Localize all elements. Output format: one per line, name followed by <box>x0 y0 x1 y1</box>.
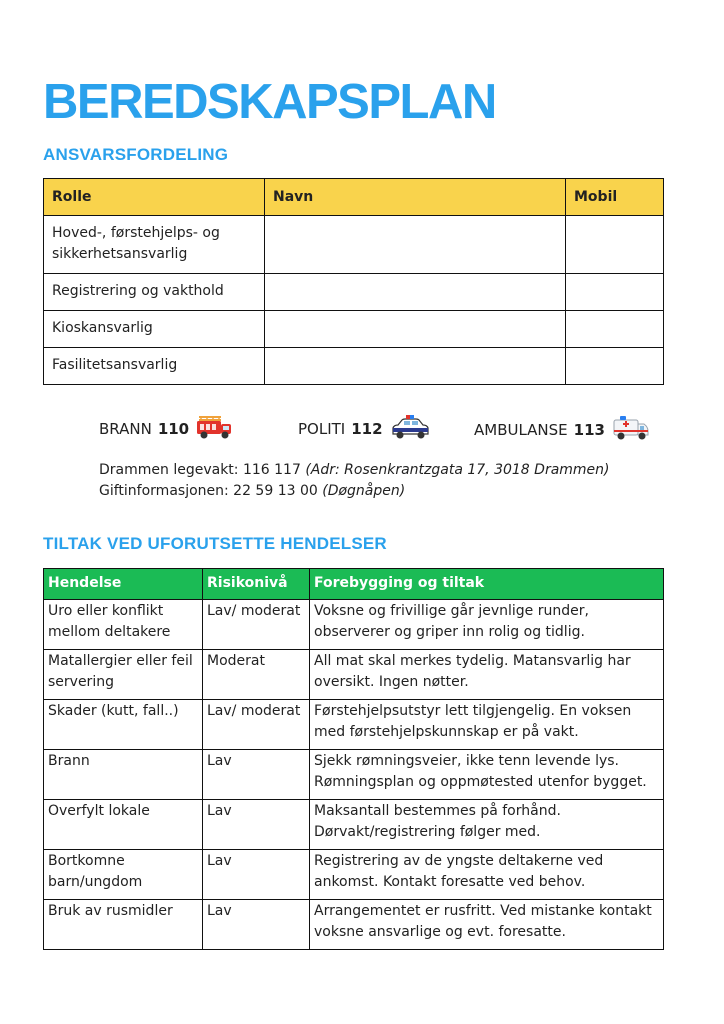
risk-level-cell: Lav <box>203 900 310 950</box>
risk-level-cell: Lav/ moderat <box>203 600 310 650</box>
event-cell: Brann <box>44 750 203 800</box>
risk-level-cell: Lav <box>203 850 310 900</box>
role-cell: Registrering og vakthold <box>44 274 265 311</box>
giftinfo-text: Giftinformasjonen: 22 59 13 00 <box>99 483 318 499</box>
event-cell: Matallergier eller feil servering <box>44 650 203 700</box>
column-header-mobil: Mobil <box>566 179 664 216</box>
measure-cell: Sjekk rømningsveier, ikke tenn levende lys. Rømningsplan og oppmøtested utenfor bygget. <box>310 750 664 800</box>
table-row <box>44 650 664 700</box>
column-header-rolle: Rolle <box>44 179 265 216</box>
mobile-cell[interactable] <box>566 274 664 311</box>
ambulance-label: AMBULANSE <box>474 421 568 439</box>
fire-truck-icon <box>195 413 233 445</box>
name-cell[interactable] <box>265 348 566 385</box>
table-row <box>44 216 664 274</box>
risk-level-cell: Lav <box>203 750 310 800</box>
roles-table <box>43 178 664 385</box>
risk-level-cell: Moderat <box>203 650 310 700</box>
measure-cell: Arrangementet er rusfritt. Ved mistanke kontakt voksne ansvarlige og evt. foresatte. <box>310 900 664 950</box>
role-cell: Hoved-, førstehjelps- og sikkerhetsansvarlig <box>44 216 265 274</box>
police-number: 112 <box>351 420 383 438</box>
column-header-risikoniva: Risikonivå <box>203 569 310 600</box>
mobile-cell[interactable] <box>566 311 664 348</box>
role-cell: Fasilitetsansvarlig <box>44 348 265 385</box>
police-car-icon <box>389 413 431 445</box>
table-row <box>44 700 664 750</box>
event-cell: Bruk av rusmidler <box>44 900 203 950</box>
table-row <box>44 274 664 311</box>
emergency-police <box>298 413 431 445</box>
risk-level-cell: Lav <box>203 800 310 850</box>
table-row <box>44 348 664 385</box>
giftinfo-info <box>99 481 405 502</box>
emergency-ambulance <box>474 413 651 447</box>
table-row <box>44 800 664 850</box>
role-cell: Kioskansvarlig <box>44 311 265 348</box>
measure-cell: Voksne og frivillige går jevnlige runder, observerer og griper inn rolig og tidlig. <box>310 600 664 650</box>
risk-table <box>43 568 664 950</box>
table-row <box>44 750 664 800</box>
measure-cell: Registrering av de yngste deltakerne ved ankomst. Kontakt foresatte ved behov. <box>310 850 664 900</box>
event-cell: Bortkomne barn/ungdom <box>44 850 203 900</box>
giftinfo-note: (Døgnåpen) <box>322 483 406 499</box>
table-header-row <box>44 569 664 600</box>
risk-level-cell: Lav/ moderat <box>203 700 310 750</box>
name-cell[interactable] <box>265 311 566 348</box>
legevakt-text: Drammen legevakt: 116 117 <box>99 462 301 478</box>
measure-cell: Maksantall bestemmes på forhånd. Dørvakt/registrering følger med. <box>310 800 664 850</box>
ambulance-icon <box>611 413 651 447</box>
table-header-row <box>44 179 664 216</box>
column-header-tiltak: Forebygging og tiltak <box>310 569 664 600</box>
measure-cell: All mat skal merkes tydelig. Matansvarlig har oversikt. Ingen nøtter. <box>310 650 664 700</box>
mobile-cell[interactable] <box>566 216 664 274</box>
page-title: BEREDSKAPSPLAN <box>43 75 496 129</box>
emergency-fire <box>99 413 233 445</box>
table-row <box>44 850 664 900</box>
ambulance-number: 113 <box>573 421 605 439</box>
event-cell: Skader (kutt, fall..) <box>44 700 203 750</box>
name-cell[interactable] <box>265 274 566 311</box>
table-row <box>44 311 664 348</box>
legevakt-address: (Adr: Rosenkrantzgata 17, 3018 Drammen) <box>305 462 610 478</box>
name-cell[interactable] <box>265 216 566 274</box>
fire-label: BRANN <box>99 420 152 438</box>
police-label: POLITI <box>298 420 346 438</box>
legevakt-info <box>99 460 610 481</box>
measure-cell: Førstehjelpsutstyr lett tilgjengelig. En voksen med førstehjelpskunnskap er på vakt. <box>310 700 664 750</box>
table-row <box>44 900 664 950</box>
column-header-navn: Navn <box>265 179 566 216</box>
event-cell: Overfylt lokale <box>44 800 203 850</box>
section-heading-ansvar: ANSVARSFORDELING <box>43 145 229 164</box>
event-cell: Uro eller konflikt mellom deltakere <box>44 600 203 650</box>
column-header-hendelse: Hendelse <box>44 569 203 600</box>
table-row <box>44 600 664 650</box>
section-heading-tiltak: TILTAK VED UFORUTSETTE HENDELSER <box>43 534 387 553</box>
mobile-cell[interactable] <box>566 348 664 385</box>
fire-number: 110 <box>157 420 190 438</box>
